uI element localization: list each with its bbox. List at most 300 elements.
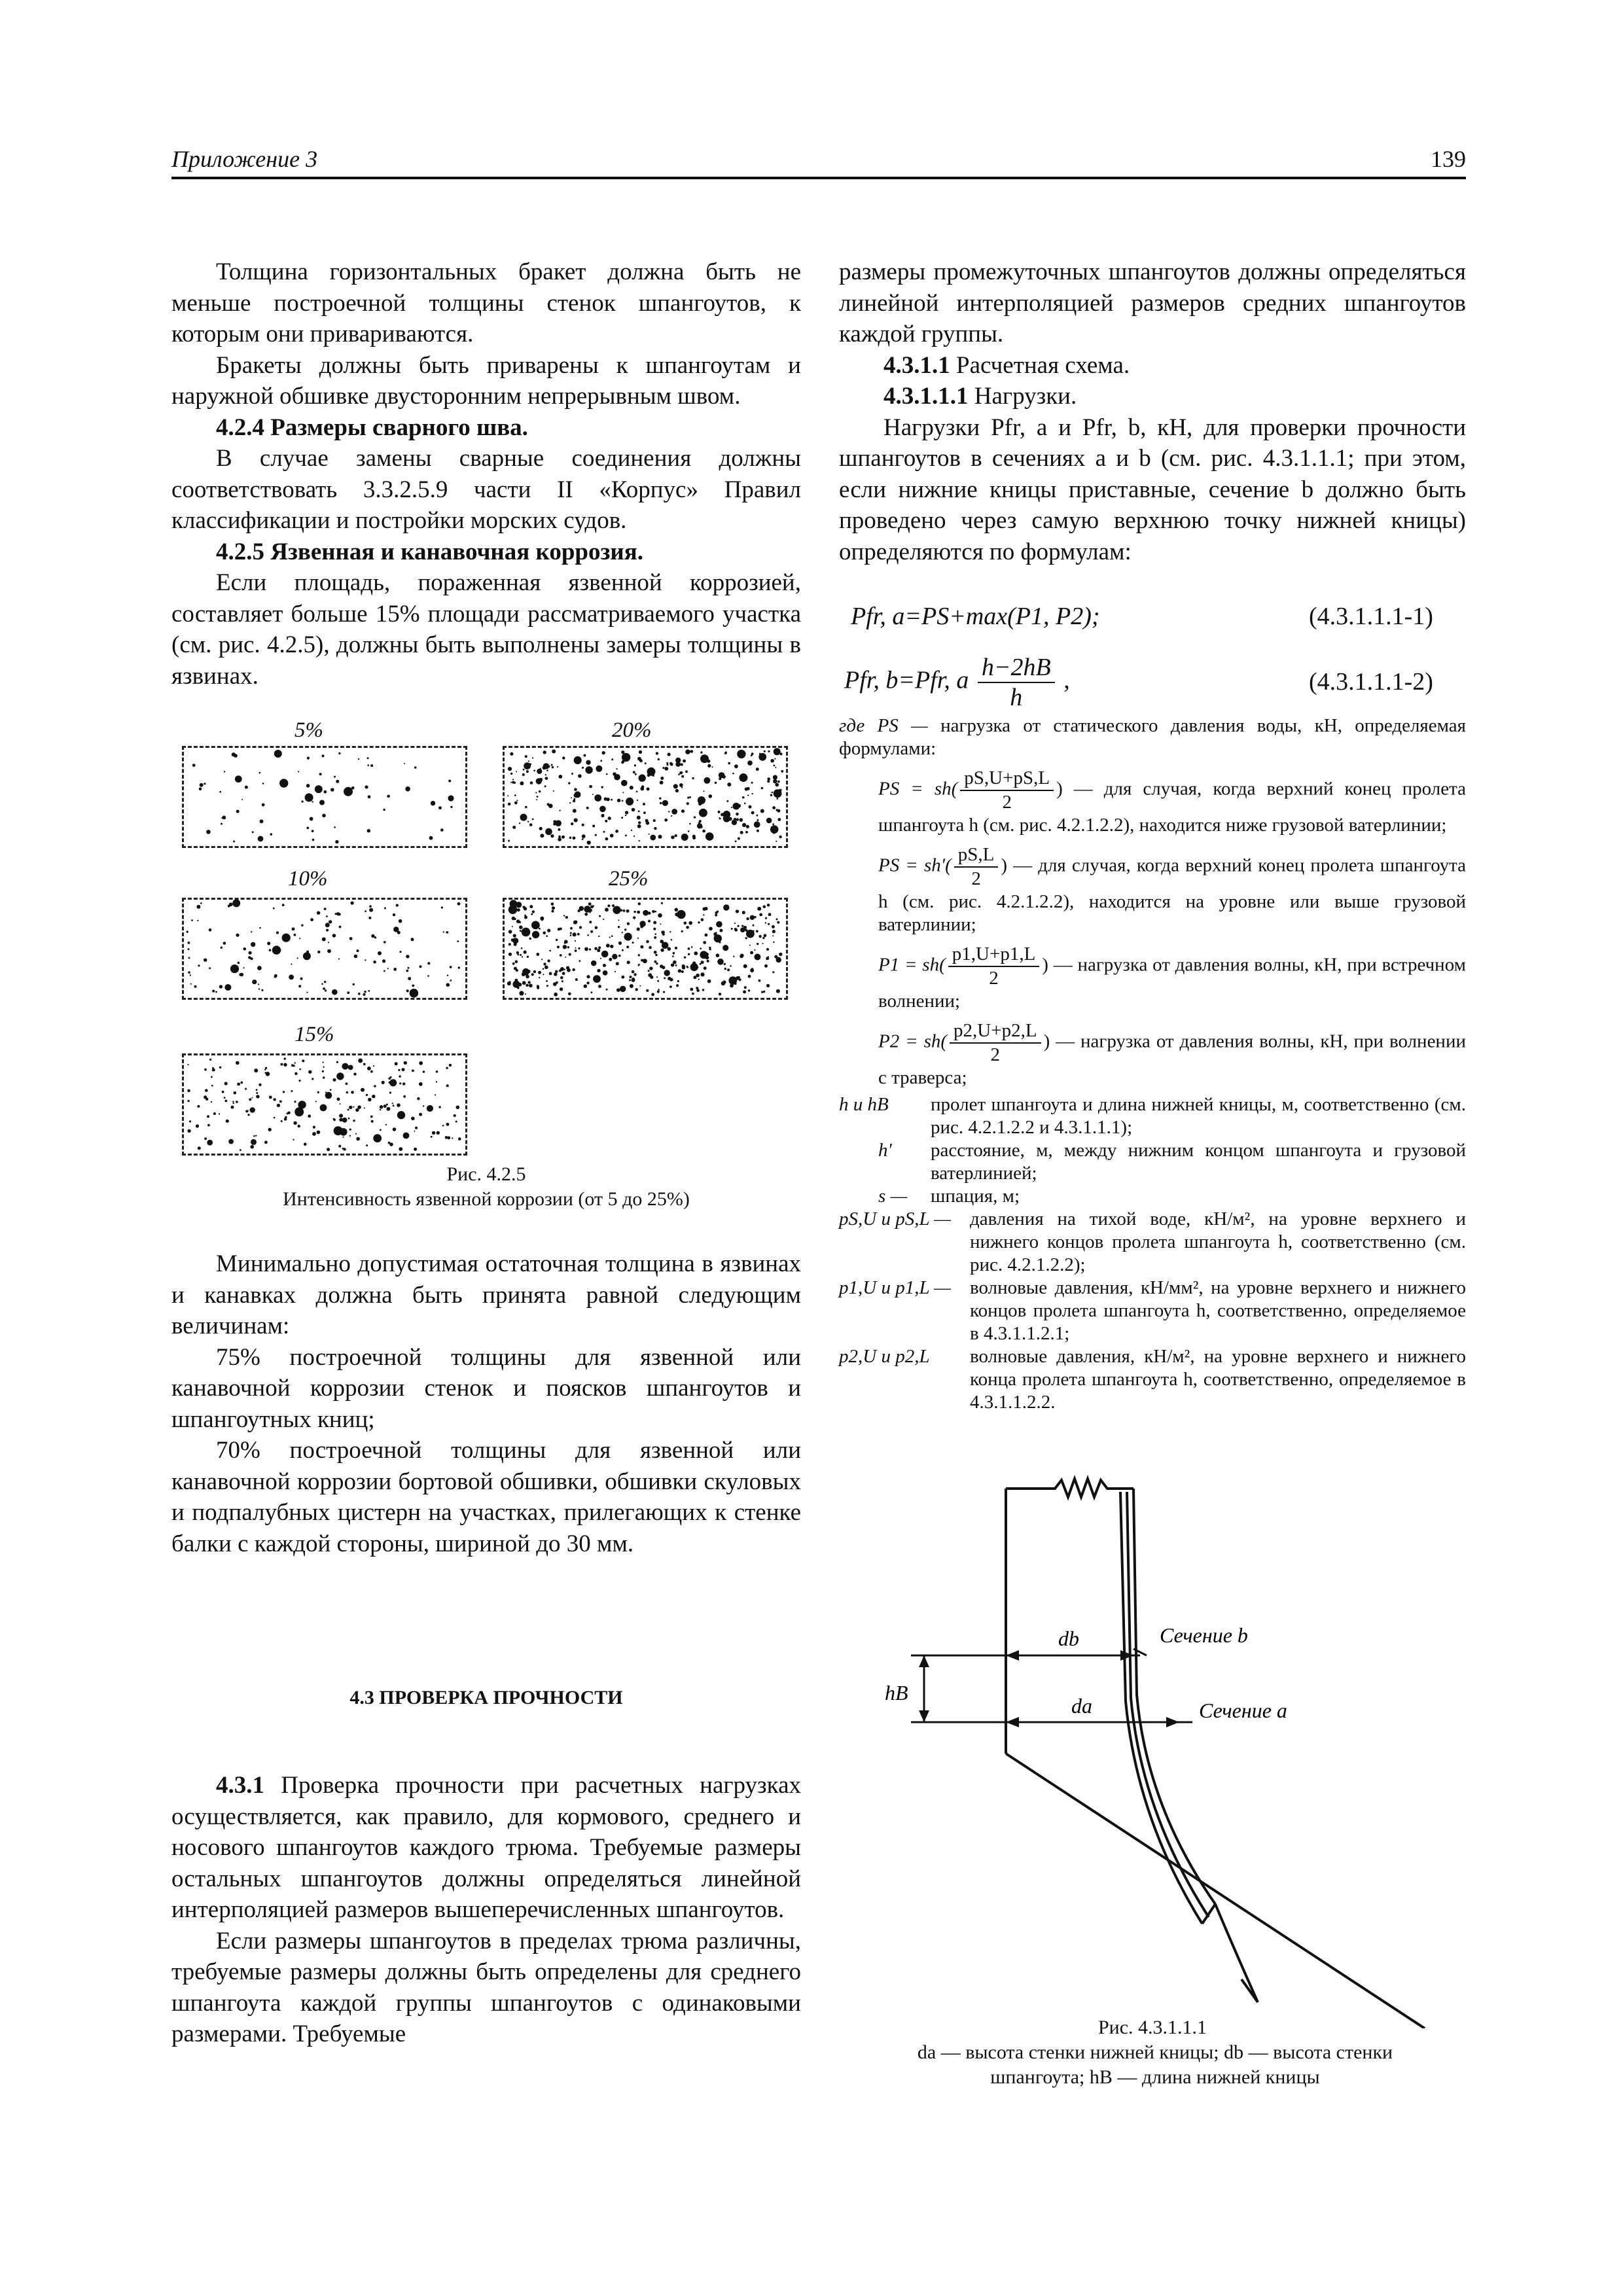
corrosion-pit — [688, 953, 690, 955]
paragraph: Бракеты должны быть приварены к шпангоутам и наружной обшивке двусторонним непрерывным швом. — [171, 351, 801, 410]
corrosion-pit — [734, 923, 736, 924]
corrosion-pit — [681, 775, 684, 778]
corrosion-pit — [207, 1124, 210, 1127]
corrosion-pit — [363, 1063, 366, 1066]
corrosion-pit — [719, 817, 720, 819]
corrosion-pit — [768, 751, 770, 752]
corrosion-pit — [777, 921, 779, 924]
corrosion-pit — [187, 1100, 189, 1102]
corrosion-pit — [323, 1067, 324, 1068]
definition-text: шпация, м; — [931, 1186, 1020, 1207]
corrosion-pit — [617, 799, 620, 802]
corrosion-pit — [539, 928, 541, 930]
corrosion-pit — [458, 1137, 461, 1140]
corrosion-pit — [616, 988, 620, 992]
corrosion-pit — [554, 972, 557, 976]
corrosion-pit — [621, 761, 624, 764]
corrosion-pit — [701, 961, 704, 964]
corrosion-pit — [419, 1113, 422, 1116]
corrosion-pit — [758, 980, 761, 982]
corrosion-pit — [351, 902, 354, 905]
corrosion-pit — [702, 989, 704, 991]
corrosion-pit — [742, 823, 746, 827]
corrosion-pit — [399, 919, 402, 923]
corrosion-pit — [236, 1101, 238, 1103]
corrosion-pit — [597, 969, 600, 972]
corrosion-pit — [366, 1144, 368, 1146]
corrosion-pit — [532, 910, 535, 913]
definition-text: пролет шпангоута и длина нижней кницы, м, соответственно (см. рис. 4.2.1.2.2 и 4.3.1.1.1); — [931, 1094, 1466, 1138]
corrosion-pit — [384, 908, 386, 910]
corrosion-pit — [764, 964, 768, 968]
corrosion-pit — [651, 993, 654, 997]
corrosion-pit — [754, 916, 756, 918]
corrosion-pit — [643, 803, 645, 805]
corrosion-pit — [776, 809, 778, 811]
corrosion-pit — [747, 760, 753, 766]
corrosion-pit — [563, 945, 567, 949]
corrosion-pit — [660, 948, 664, 951]
corrosion-pit — [636, 790, 638, 792]
corrosion-pit — [283, 1091, 285, 1093]
corrosion-pit — [219, 791, 221, 793]
corrosion-pit — [188, 948, 190, 950]
corrosion-pit — [734, 764, 738, 768]
corrosion-pit — [597, 949, 600, 952]
corrosion-pit — [622, 949, 624, 951]
corrosion-pit — [274, 974, 277, 978]
corrosion-pit — [382, 959, 385, 963]
corrosion-pit — [268, 1128, 272, 1131]
corrosion-pit — [653, 928, 656, 930]
corrosion-pit — [634, 764, 636, 766]
corrosion-pit — [387, 795, 390, 798]
corrosion-pit — [570, 934, 572, 936]
corrosion-pit — [734, 928, 737, 930]
corrosion-sample-5 — [182, 746, 467, 848]
corrosion-pit — [658, 758, 660, 760]
corrosion-pit — [294, 1062, 296, 1063]
corrosion-pit — [512, 781, 514, 784]
corrosion-pit — [654, 933, 656, 935]
corrosion-pit — [768, 956, 769, 957]
corrosion-pit — [605, 820, 607, 822]
corrosion-pit — [779, 953, 782, 956]
corrosion-pit — [538, 971, 541, 974]
corrosion-pit — [768, 923, 770, 925]
corrosion-pit — [190, 983, 192, 985]
da-label: da — [1071, 1694, 1092, 1718]
corrosion-pit — [728, 762, 730, 765]
corrosion-pit — [671, 963, 674, 966]
corrosion-pit — [722, 980, 726, 983]
corrosion-pit — [284, 1118, 287, 1121]
corrosion-pit — [772, 792, 774, 794]
corrosion-pit — [519, 991, 524, 995]
corrosion-dots — [505, 748, 786, 846]
corrosion-pit — [675, 762, 681, 767]
corrosion-pit — [669, 985, 672, 988]
hb-arrow-bottom — [919, 1710, 929, 1722]
definition-term: p2,U и p2,L — [839, 1346, 930, 1367]
corrosion-pit — [348, 1065, 353, 1070]
corrosion-pit — [385, 1124, 387, 1125]
corrosion-pit — [675, 964, 677, 966]
frame-flange — [1215, 1904, 1258, 2002]
corrosion-pit — [688, 830, 690, 832]
corrosion-pit — [638, 902, 641, 905]
corrosion-pit — [552, 749, 556, 753]
corrosion-pit — [539, 977, 540, 978]
corrosion-pit — [660, 802, 662, 805]
corrosion-pit — [367, 829, 370, 832]
corrosion-pit — [536, 799, 537, 800]
corrosion-pit — [570, 932, 572, 934]
corrosion-pit — [215, 991, 217, 993]
corrosion-pit — [237, 1083, 240, 1086]
corrosion-pit — [267, 942, 270, 945]
corrosion-pit — [646, 820, 648, 822]
corrosion-pit — [659, 798, 661, 800]
corrosion-pit — [756, 768, 759, 771]
frame-top-outline — [1006, 1479, 1133, 1497]
corrosion-pit — [622, 800, 624, 802]
corrosion-pit — [773, 775, 777, 779]
paragraph: В случае замены сварные соединения должны соответствовать 3.3.2.5.9 части II «Корпус» Правил классификации и постройки морских судов. — [171, 445, 801, 534]
corrosion-pit — [230, 964, 239, 973]
corrosion-pit — [777, 781, 780, 783]
corrosion-pit — [301, 925, 303, 927]
corrosion-pit — [661, 902, 663, 904]
corrosion-pit — [668, 947, 671, 951]
corrosion-pit — [383, 941, 386, 944]
where-text: нагрузка от статического давления воды, кН, определяемая формулами: — [839, 715, 1466, 759]
corrosion-pit — [682, 964, 685, 968]
corrosion-pit — [677, 910, 686, 919]
corrosion-pit — [574, 788, 577, 791]
corrosion-pit — [224, 984, 231, 991]
corrosion-pit — [322, 1070, 324, 1072]
corrosion-pit — [570, 927, 573, 930]
corrosion-pit — [558, 836, 561, 838]
corrosion-pit — [582, 834, 586, 838]
corrosion-pit — [507, 981, 511, 985]
corrosion-pit — [209, 928, 212, 932]
corrosion-pit — [529, 905, 533, 908]
corrosion-pit — [243, 967, 244, 968]
corrosion-pit — [569, 953, 571, 956]
corrosion-pit — [719, 772, 724, 778]
corrosion-pit — [224, 1097, 226, 1099]
corrosion-pit — [586, 981, 589, 984]
corrosion-pit — [274, 750, 282, 758]
corrosion-pit — [589, 921, 592, 923]
corrosion-pit — [584, 984, 588, 988]
corrosion-pit — [525, 993, 526, 995]
corrosion-pit — [673, 784, 678, 788]
corrosion-pit — [531, 973, 534, 976]
corrosion-pit — [621, 817, 623, 819]
corrosion-pit — [574, 793, 579, 798]
corrosion-pit — [751, 968, 753, 970]
corrosion-pit — [746, 930, 755, 938]
corrosion-pit — [630, 976, 632, 978]
corrosion-pit — [612, 904, 615, 907]
corrosion-pit — [284, 1057, 286, 1059]
corrosion-pit — [648, 970, 650, 972]
corrosion-pit — [714, 936, 717, 939]
corrosion-pit — [573, 809, 577, 813]
corrosion-pit — [323, 1061, 324, 1063]
corrosion-pit — [764, 934, 767, 937]
corrosion-pit — [310, 817, 313, 821]
corrosion-pit — [615, 830, 618, 833]
corrosion-pit — [772, 823, 774, 825]
ps2-text: ) — для случая, когда верхний конец пролета шпангоута h (см. рис. 4.2.1.2.2), находится на уровне или выше грузовой ватерлинии; — [878, 855, 1466, 935]
corrosion-pit — [524, 916, 527, 919]
corrosion-pit — [724, 968, 726, 970]
section-b-label: Сечение b — [1160, 1623, 1248, 1647]
corrosion-pit — [522, 928, 531, 937]
corrosion-pit — [582, 838, 584, 840]
corrosion-pit — [678, 773, 680, 775]
corrosion-pit — [703, 914, 704, 915]
corrosion-pit — [456, 1106, 460, 1110]
corrosion-pit — [250, 1107, 255, 1112]
corrosion-pit — [414, 1148, 417, 1151]
corrosion-pit — [239, 973, 242, 976]
corrosion-pit — [256, 1095, 259, 1098]
corrosion-pit — [549, 972, 552, 976]
corrosion-pit — [349, 937, 353, 940]
corrosion-pit — [638, 811, 640, 813]
corrosion-pit — [575, 940, 576, 942]
corrosion-pit — [608, 817, 611, 820]
corrosion-pit — [641, 959, 643, 962]
corrosion-pit — [770, 759, 774, 763]
corrosion-pit — [698, 979, 700, 980]
corrosion-pit — [402, 1068, 405, 1071]
corrosion-pit — [627, 961, 630, 964]
corrosion-pit — [337, 1097, 340, 1101]
corrosion-pit — [272, 945, 281, 954]
corrosion-pit — [724, 751, 727, 754]
corrosion-pit — [204, 1137, 207, 1140]
left-column-bottom — [171, 1770, 801, 2050]
corrosion-pit — [339, 926, 342, 928]
corrosion-pit — [601, 786, 603, 788]
corrosion-pit — [211, 1076, 213, 1078]
corrosion-pit — [188, 942, 190, 944]
definitions-list — [839, 1093, 1466, 1414]
corrosion-pit — [671, 939, 673, 941]
corrosion-pit — [781, 770, 783, 773]
corrosion-pit — [241, 799, 243, 800]
corrosion-pit — [406, 989, 409, 992]
corrosion-pit — [540, 834, 544, 838]
corrosion-pit — [508, 767, 512, 771]
corrosion-pit — [543, 963, 546, 965]
corrosion-pit — [709, 927, 713, 931]
corrosion-pit — [508, 943, 511, 945]
corrosion-pit — [637, 911, 640, 914]
corrosion-pit — [520, 781, 524, 785]
corrosion-pit — [393, 927, 399, 932]
corrosion-pit — [358, 758, 359, 760]
corrosion-pit — [669, 762, 672, 765]
corrosion-pit — [668, 752, 671, 756]
corrosion-pit — [414, 766, 417, 769]
corrosion-pit — [307, 757, 310, 760]
corrosion-pit — [541, 959, 543, 960]
corrosion-pit — [629, 980, 631, 981]
db-label: db — [1058, 1627, 1079, 1650]
corrosion-pit — [258, 836, 264, 842]
corrosion-pit — [738, 804, 741, 807]
corrosion-pit — [383, 970, 385, 972]
paragraph: Нагрузки Pfr, a и Pfr, b, кН, для проверки прочности шпангоутов в сечениях a и b (см. рис. 4.3.1.1.1; при этом, если нижние кницы приставные, сечение b должно быть проведено через самую верхнюю точку нижней кницы) определяются по формулам: — [839, 414, 1466, 565]
corrosion-pit — [694, 816, 696, 818]
corrosion-pit — [717, 959, 724, 965]
corrosion-pit — [709, 794, 713, 798]
corrosion-pit — [727, 968, 730, 971]
figure-caption-text-2: da — высота стенки нижней кницы; db — высота стенки шпангоута; hB — длина нижней кницы — [917, 2041, 1393, 2088]
corrosion-pit — [603, 964, 606, 967]
section-number-4-3-1: 4.3.1 — [216, 1772, 264, 1799]
corrosion-pit — [374, 1085, 376, 1087]
corrosion-pit — [660, 940, 664, 944]
corrosion-pit — [700, 972, 704, 976]
corrosion-pit — [666, 762, 668, 764]
corrosion-pit — [584, 947, 588, 951]
corrosion-pit — [611, 758, 613, 760]
corrosion-pit — [527, 981, 530, 983]
corrosion-pit — [709, 948, 711, 950]
corrosion-pit — [450, 980, 452, 981]
corrosion-pit — [746, 825, 749, 828]
corrosion-pit — [779, 752, 782, 755]
corrosion-pit — [535, 792, 537, 793]
corrosion-pit — [761, 991, 763, 993]
corrosion-pit — [777, 818, 781, 821]
corrosion-pit — [683, 760, 686, 763]
corrosion-pit — [739, 773, 747, 782]
corrosion-pit — [704, 907, 707, 910]
corrosion-pit — [774, 748, 781, 755]
corrosion-pit — [639, 985, 641, 987]
p2-den: 2 — [990, 1044, 1001, 1065]
ps1-den: 2 — [1002, 792, 1012, 813]
corrosion-pit — [524, 907, 527, 910]
corrosion-pit — [648, 920, 651, 923]
corrosion-pit — [745, 831, 748, 834]
section-heading-4-2-4: 4.2.4 Размеры сварного шва. — [216, 414, 528, 441]
where-term: где PS — — [839, 715, 928, 736]
corrosion-pit — [410, 989, 419, 998]
corrosion-pit — [609, 958, 612, 961]
corrosion-pit — [719, 993, 721, 995]
corrosion-pit — [328, 1093, 329, 1095]
corrosion-pit — [632, 942, 634, 944]
corrosion-pit — [633, 973, 636, 976]
corrosion-pit — [551, 764, 553, 766]
corrosion-pit — [726, 800, 728, 802]
corrosion-pit — [249, 951, 252, 955]
subsection-4-3-1-1 — [839, 350, 1466, 381]
corrosion-pit — [662, 966, 665, 969]
corrosion-pit — [342, 1063, 348, 1070]
corrosion-pit — [389, 1091, 391, 1093]
corrosion-pit — [222, 1091, 224, 1093]
corrosion-pit — [508, 803, 511, 806]
corrosion-pit — [625, 835, 627, 837]
corrosion-pit — [621, 751, 624, 754]
corrosion-pit — [222, 816, 226, 820]
corrosion-pit — [330, 1089, 332, 1091]
corrosion-pit — [283, 1063, 287, 1067]
frame-bracket-diagram — [839, 1466, 1466, 2028]
corrosion-pit — [342, 1148, 344, 1150]
corrosion-pit — [319, 800, 325, 805]
corrosion-pit — [757, 815, 758, 817]
corrosion-pit — [762, 943, 764, 944]
corrosion-pit — [772, 925, 775, 928]
corrosion-pit — [646, 940, 649, 944]
corrosion-pit — [532, 931, 539, 938]
corrosion-pit — [427, 1105, 433, 1112]
corrosion-pit — [776, 841, 777, 842]
running-header-title: Приложение 3 — [171, 146, 318, 172]
corrosion-pit — [306, 784, 310, 788]
corrosion-pit — [556, 981, 558, 984]
corrosion-pit — [211, 1101, 212, 1103]
corrosion-pit — [298, 1080, 300, 1082]
corrosion-pit — [567, 968, 571, 972]
formula-number-2: (4.3.1.1.1-2) — [1309, 668, 1433, 696]
corrosion-pit — [522, 773, 525, 776]
corrosion-pit — [367, 1067, 371, 1070]
corrosion-pit — [578, 774, 582, 778]
corrosion-pit — [603, 970, 608, 976]
corrosion-pit — [209, 1059, 211, 1061]
corrosion-pit — [305, 793, 313, 802]
corrosion-pit — [361, 1088, 365, 1092]
corrosion-pit — [704, 777, 710, 784]
paragraph: 75% построечной толщины для язвенной или канавочной коррозии стенок и поясков шпангоутов и шпангоутных книц; — [171, 1343, 801, 1433]
corrosion-pit — [740, 954, 744, 958]
corrosion-pit — [298, 771, 299, 772]
corrosion-pit — [312, 839, 315, 841]
corrosion-pit — [349, 1106, 352, 1109]
corrosion-pit — [582, 824, 584, 826]
corrosion-pit — [537, 985, 539, 987]
corrosion-pit — [436, 1081, 437, 1082]
corrosion-pit — [664, 767, 668, 771]
corrosion-pit — [322, 938, 326, 942]
corrosion-pit — [294, 1072, 297, 1075]
subsection-number: 4.3.1.1.1 — [883, 383, 969, 410]
corrosion-pit — [423, 1105, 424, 1106]
corrosion-pit — [312, 1132, 316, 1136]
corrosion-pit — [329, 920, 332, 923]
corrosion-pit — [211, 1085, 213, 1087]
corrosion-pit — [520, 930, 522, 932]
corrosion-pit — [653, 921, 656, 925]
corrosion-pit — [374, 936, 376, 938]
corrosion-pit — [688, 947, 690, 950]
corrosion-pit — [718, 811, 721, 813]
corrosion-pit — [674, 834, 677, 837]
